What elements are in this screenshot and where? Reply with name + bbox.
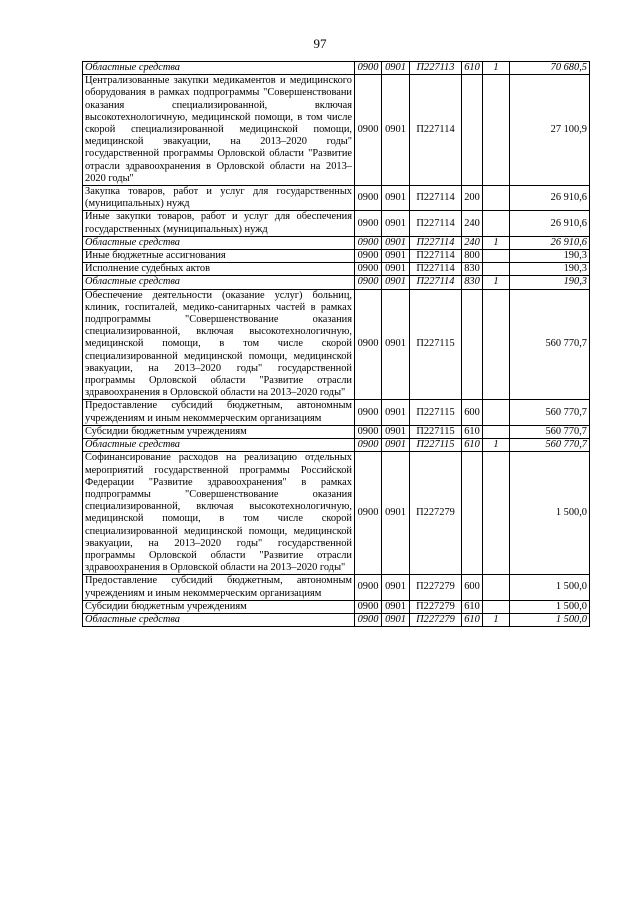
row-section-code: 0901	[382, 452, 410, 575]
row-amount: 1 500,0	[510, 600, 590, 613]
row-name: Софинансирование расходов на реализацию отдельных мероприятий государственной программы Российской Федерации "Развитие здравоохранения" в рамках подпрограммы "Совершенствование оказания специализированной, включая высокотехнологичную, медицинской помощи, в том числе скорой специализированной медицинской помощи, медицинской эвакуации, на 2013–2020 годы" государственной программы Орловской области "Развитие отрасли здравоохранения в Орловской области на 2013–2020 годы"	[83, 452, 355, 575]
row-section-code: 0901	[382, 211, 410, 236]
row-amount: 190,3	[510, 276, 590, 289]
row-name: Предоставление субсидий бюджетным, автономным учреждениям и иным некоммерческим организациям	[83, 400, 355, 425]
row-article-code: П227113	[410, 62, 462, 75]
row-ministry-code: 0900	[355, 75, 382, 186]
row-ministry-code: 0900	[355, 439, 382, 452]
row-article-code: П227114	[410, 75, 462, 186]
row-name: Областные средства	[83, 439, 355, 452]
row-expense-type: 200	[462, 186, 483, 211]
row-article-code: П227114	[410, 186, 462, 211]
row-section-code: 0901	[382, 276, 410, 289]
row-source-code	[483, 186, 510, 211]
row-source-code: 1	[483, 276, 510, 289]
row-source-code	[483, 75, 510, 186]
row-section-code: 0901	[382, 289, 410, 400]
row-name: Областные средства	[83, 276, 355, 289]
row-ministry-code: 0900	[355, 452, 382, 575]
row-source-code	[483, 289, 510, 400]
row-article-code: П227279	[410, 452, 462, 575]
row-article-code: П227114	[410, 263, 462, 276]
table-row	[83, 250, 590, 263]
row-amount: 560 770,7	[510, 425, 590, 438]
row-article-code: П227115	[410, 400, 462, 425]
table-row	[83, 276, 590, 289]
row-name: Иные бюджетные ассигнования	[83, 250, 355, 263]
row-ministry-code: 0900	[355, 236, 382, 249]
table-row	[83, 452, 590, 575]
row-source-code: 1	[483, 439, 510, 452]
row-ministry-code: 0900	[355, 289, 382, 400]
table-row	[83, 211, 590, 236]
row-section-code: 0901	[382, 439, 410, 452]
row-article-code: П227115	[410, 289, 462, 400]
row-name: Областные средства	[83, 613, 355, 626]
table-row	[83, 289, 590, 400]
row-source-code	[483, 452, 510, 575]
row-section-code: 0901	[382, 600, 410, 613]
row-section-code: 0901	[382, 186, 410, 211]
row-amount: 1 500,0	[510, 575, 590, 600]
table-row	[83, 613, 590, 626]
row-article-code: П227115	[410, 439, 462, 452]
page-number: 97	[313, 36, 327, 51]
row-expense-type	[462, 289, 483, 400]
row-expense-type: 830	[462, 276, 483, 289]
row-section-code: 0901	[382, 613, 410, 626]
row-article-code: П227279	[410, 613, 462, 626]
row-amount: 1 500,0	[510, 452, 590, 575]
row-section-code: 0901	[382, 263, 410, 276]
row-source-code: 1	[483, 613, 510, 626]
row-amount: 26 910,6	[510, 186, 590, 211]
row-ministry-code: 0900	[355, 425, 382, 438]
row-amount: 27 100,9	[510, 75, 590, 186]
row-section-code: 0901	[382, 75, 410, 186]
row-name: Иные закупки товаров, работ и услуг для обеспечения государственных (муниципальных) нужд	[83, 211, 355, 236]
row-expense-type: 800	[462, 250, 483, 263]
row-expense-type: 610	[462, 62, 483, 75]
table-row	[83, 400, 590, 425]
row-name: Областные средства	[83, 62, 355, 75]
row-ministry-code: 0900	[355, 276, 382, 289]
row-article-code: П227114	[410, 236, 462, 249]
row-ministry-code: 0900	[355, 62, 382, 75]
row-source-code	[483, 575, 510, 600]
row-article-code: П227115	[410, 425, 462, 438]
row-expense-type: 610	[462, 425, 483, 438]
table-row	[83, 236, 590, 249]
row-ministry-code: 0900	[355, 400, 382, 425]
row-ministry-code: 0900	[355, 600, 382, 613]
row-expense-type: 240	[462, 211, 483, 236]
row-name: Закупка товаров, работ и услуг для государственных (муниципальных) нужд	[83, 186, 355, 211]
table-row	[83, 62, 590, 75]
row-name: Субсидии бюджетным учреждениям	[83, 600, 355, 613]
row-amount: 560 770,7	[510, 400, 590, 425]
budget-table-body	[83, 62, 590, 627]
table-row	[83, 263, 590, 276]
row-ministry-code: 0900	[355, 263, 382, 276]
row-expense-type	[462, 452, 483, 575]
row-expense-type: 610	[462, 439, 483, 452]
row-section-code: 0901	[382, 425, 410, 438]
row-expense-type: 600	[462, 575, 483, 600]
row-section-code: 0901	[382, 400, 410, 425]
table-row	[83, 575, 590, 600]
row-amount: 560 770,7	[510, 289, 590, 400]
row-ministry-code: 0900	[355, 186, 382, 211]
row-ministry-code: 0900	[355, 250, 382, 263]
row-section-code: 0901	[382, 250, 410, 263]
row-amount: 26 910,6	[510, 211, 590, 236]
table-row	[83, 75, 590, 186]
row-article-code: П227279	[410, 575, 462, 600]
row-source-code: 1	[483, 236, 510, 249]
row-source-code	[483, 400, 510, 425]
row-source-code: 1	[483, 62, 510, 75]
row-amount: 560 770,7	[510, 439, 590, 452]
row-name: Субсидии бюджетным учреждениям	[83, 425, 355, 438]
row-section-code: 0901	[382, 575, 410, 600]
row-source-code	[483, 250, 510, 263]
row-section-code: 0901	[382, 236, 410, 249]
table-row	[83, 600, 590, 613]
row-source-code	[483, 425, 510, 438]
row-name: Предоставление субсидий бюджетным, автономным учреждениям и иным некоммерческим организациям	[83, 575, 355, 600]
row-name: Обеспечение деятельности (оказание услуг) больниц, клиник, госпиталей, медико-санитарных частей в рамках подпрограммы "Совершенствование оказания специализированной, включая высокотехнологичную, медицинской помощи, в том числе скорой специализированной медицинской помощи, медицинской эвакуации, на 2013–2020 годы" государственной программы Орловской области "Развитие отрасли здравоохранения в Орловской области на 2013–2020 годы"	[83, 289, 355, 400]
row-expense-type: 830	[462, 263, 483, 276]
row-expense-type: 240	[462, 236, 483, 249]
row-amount: 190,3	[510, 250, 590, 263]
table-row	[83, 439, 590, 452]
table-row	[83, 186, 590, 211]
row-article-code: П227114	[410, 211, 462, 236]
row-article-code: П227114	[410, 276, 462, 289]
row-amount: 26 910,6	[510, 236, 590, 249]
row-article-code: П227279	[410, 600, 462, 613]
row-amount: 190,3	[510, 263, 590, 276]
row-source-code	[483, 600, 510, 613]
row-ministry-code: 0900	[355, 613, 382, 626]
budget-table	[82, 61, 590, 627]
row-source-code	[483, 263, 510, 276]
row-name: Исполнение судебных актов	[83, 263, 355, 276]
row-name: Областные средства	[83, 236, 355, 249]
row-source-code	[483, 211, 510, 236]
row-expense-type: 610	[462, 600, 483, 613]
table-row	[83, 425, 590, 438]
row-expense-type	[462, 75, 483, 186]
row-ministry-code: 0900	[355, 211, 382, 236]
row-section-code: 0901	[382, 62, 410, 75]
row-article-code: П227114	[410, 250, 462, 263]
row-ministry-code: 0900	[355, 575, 382, 600]
row-expense-type: 610	[462, 613, 483, 626]
row-name: Централизованные закупки медикаментов и медицинского оборудования в рамках подпрограммы "Совершенствовани оказания специализированной, включая высокотехнологичную, медицинской помощи, в том числе скорой специализированной медицинской помощи, медицинской эвакуации, на 2013–2020 годы" государственной программы Орловской области "Развитие отрасли здравоохранения в Орловской области на 2013–2020 годы"	[83, 75, 355, 186]
row-amount: 1 500,0	[510, 613, 590, 626]
row-amount: 70 680,5	[510, 62, 590, 75]
row-expense-type: 600	[462, 400, 483, 425]
